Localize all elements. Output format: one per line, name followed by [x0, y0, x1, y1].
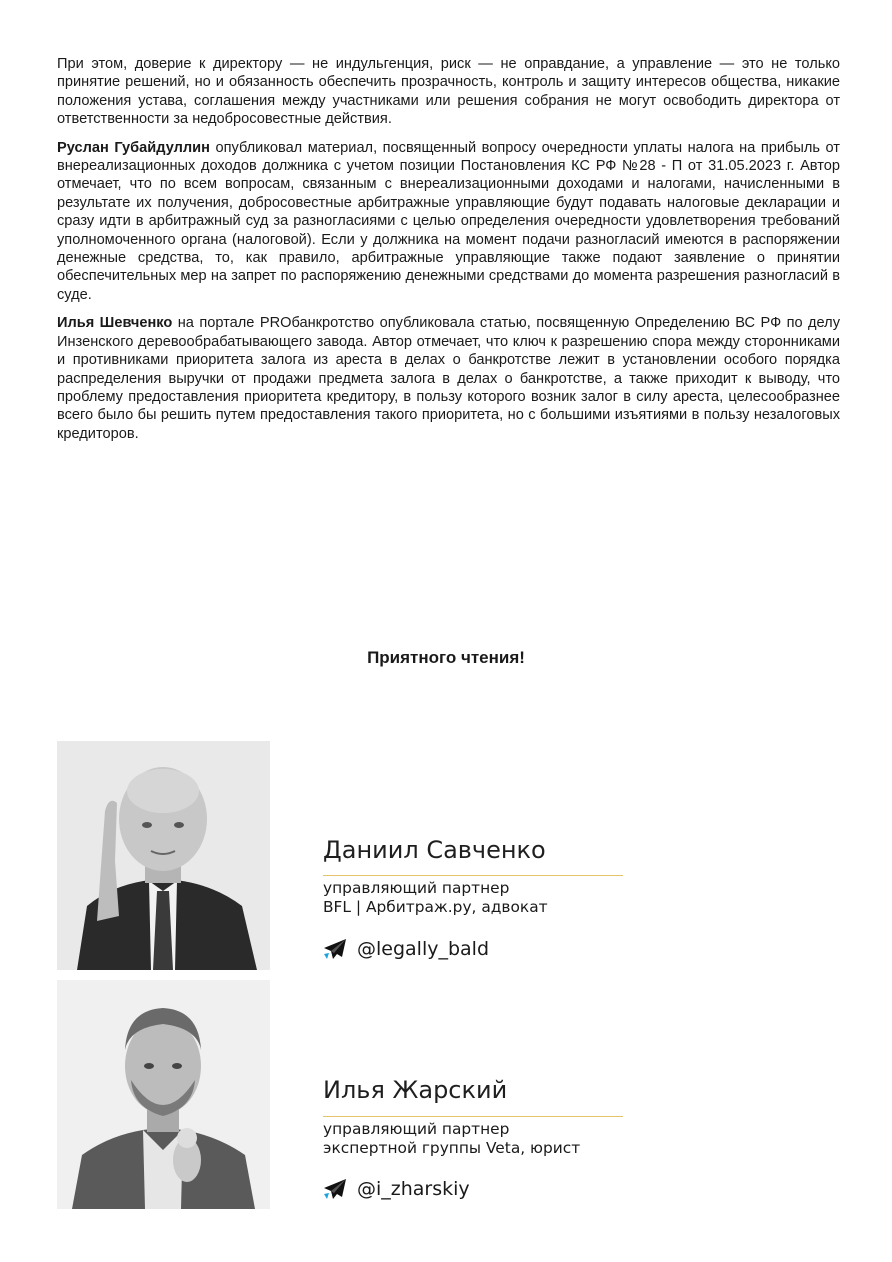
closing-greeting: Приятного чтения!	[367, 648, 525, 667]
author-role	[323, 879, 548, 917]
paragraph-text: опубликовал материал, посвященный вопросу очередности уплаты налога на прибыль от внереализационных доходов должника с учетом позиции Постановления КС РФ №28 - П от 31.05.2023 г. Автор отмечает, что по всем вопросам, связанным с внереализационными доходами и налогами, начисленными в результате их получения, добросовестные арбитражные управляющие будут подавать налоговые декларации и сразу идти в арбитражный суд за разногласиями с целью определения очередности удовлетворения требований уполномоченного органа (налоговой). Если у должника на момент подачи разногласий имеются в распоряжении денежные средства, то, как правило, арбитражные управляющие также подают заявление о принятии обеспечительных мер на запрет по распоряжению денежными средствами до момента разрешения разногласий в суде.	[57, 139, 840, 303]
author-photo	[57, 741, 270, 970]
role-line: экспертной группы Veta, юрист	[323, 1139, 581, 1157]
telegram-icon	[323, 937, 347, 961]
telegram-link[interactable]	[323, 1177, 470, 1201]
role-line: управляющий партнер	[323, 1120, 510, 1138]
author-name: Илья Жарский	[323, 1076, 508, 1104]
author-card-savchenko	[57, 738, 840, 970]
telegram-link[interactable]	[323, 937, 489, 961]
telegram-handle[interactable]: @legally_bald	[357, 938, 490, 960]
telegram-icon	[323, 1177, 347, 1201]
portrait-illustration	[57, 741, 270, 970]
paragraph-gubaidullin	[57, 139, 840, 305]
paragraph-shevchenko	[57, 314, 840, 443]
paragraph-text: на портале PROбанкротство опубликовала статью, посвященную Определению ВС РФ по делу Инзенского деревообрабатывающего завода. Автор отмечает, что ключ к разрешению спора между сторонниками и противниками приоритета залога из ареста в делах о банкротстве лежит в установлении особого порядка распределения выручки от продажи предмета залога в делах о банкротстве, а также приходит к выводу, что проблему предоставления приоритета кредитору, в пользу которого возник залог в силу ареста, целесообразнее всего было бы решить путем предоставления такого приоритета, но с большими изъятиями в пользу незалоговых кредиторов.	[57, 315, 840, 442]
author-name: Даниил Савченко	[323, 836, 546, 864]
name-underline	[323, 875, 623, 876]
article-body	[57, 55, 840, 453]
paragraph-lead-author: Илья Шевченко	[57, 315, 173, 332]
author-card-zharskiy	[57, 977, 840, 1209]
paragraph-director	[57, 55, 840, 129]
name-underline	[323, 1116, 623, 1117]
paragraph-lead-author: Руслан Губайдуллин	[57, 139, 210, 156]
role-line: BFL | Арбитраж.ру, адвокат	[323, 898, 548, 916]
paragraph-text: При этом, доверие к директору — не индульгенция, риск — не оправдание, а управление — это не только принятие решений, но и обязанность обеспечить прозрачность, контроль и защиту интересов общества, никакие положения устава, соглашения между участниками или решения собрания не могут освободить директора от ответственности за недобросовестные действия.	[57, 56, 840, 128]
author-role	[323, 1120, 580, 1158]
role-line: управляющий партнер	[323, 879, 510, 897]
author-photo	[57, 980, 270, 1209]
portrait-illustration	[57, 980, 270, 1209]
telegram-handle[interactable]: @i_zharskiy	[357, 1178, 470, 1200]
